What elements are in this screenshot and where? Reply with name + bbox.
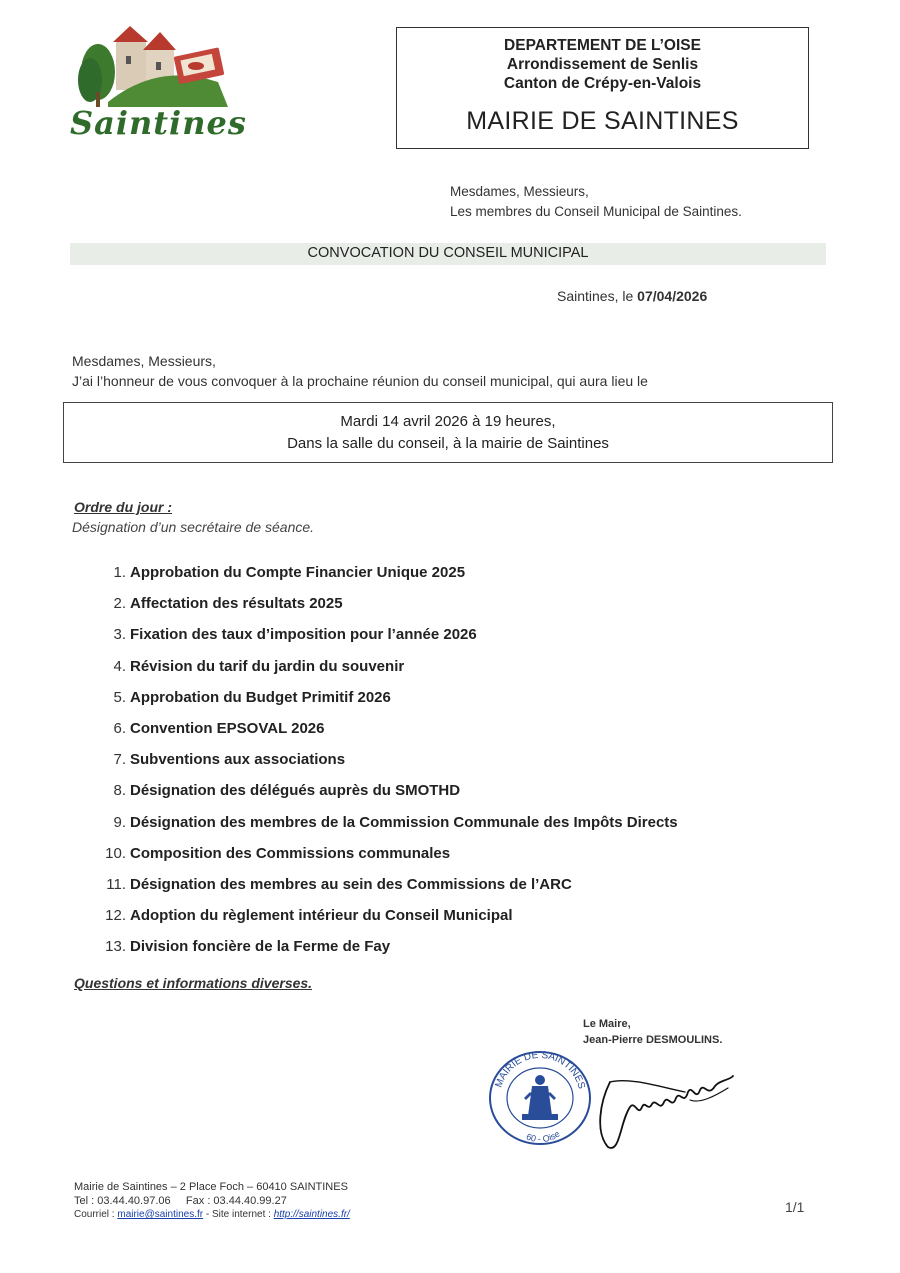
convocation-title: CONVOCATION DU CONSEIL MUNICIPAL (307, 245, 589, 261)
intro-text: J’ai l’honneur de vous convoquer à la prochaine réunion du conseil municipal, qui aura lieu le (72, 373, 648, 389)
footer-site-label: - Site internet : (203, 1209, 274, 1220)
meeting-box (63, 402, 833, 463)
footer-contact (74, 1208, 350, 1222)
meeting-date: Mardi 14 avril 2026 à 19 heures, (340, 413, 556, 430)
item-text: Adoption du règlement intérieur du Conseil Municipal (130, 907, 513, 925)
item-number: 8. (113, 782, 126, 800)
item-text: Fixation des taux d’imposition pour l’année 2026 (130, 626, 477, 644)
item-number: 9. (113, 813, 126, 831)
item-number: 11. (106, 875, 126, 893)
list-item (96, 838, 678, 869)
castle-trees-logo-icon (68, 22, 243, 112)
dateline-prefix: Saintines, le (557, 288, 638, 304)
footer-email-label: Courriel : (74, 1209, 118, 1220)
list-item (96, 775, 678, 806)
list-item (96, 682, 678, 713)
item-number: 7. (113, 751, 126, 769)
footer-tel: Tel : 03.44.40.97.06 (74, 1195, 171, 1207)
item-text: Subventions aux associations (130, 751, 346, 769)
agenda-list (96, 557, 678, 962)
list-item (96, 557, 678, 588)
recipients (450, 182, 742, 222)
list-item (96, 900, 678, 931)
item-text: Affectation des résultats 2025 (130, 595, 343, 613)
item-number: 13. (105, 938, 126, 956)
header-title: MAIRIE DE SAINTINES (466, 107, 739, 135)
footer-email-link[interactable]: mairie@saintines.fr (117, 1209, 204, 1220)
item-number: 5. (113, 688, 126, 706)
item-text: Division foncière de la Ferme de Fay (130, 938, 391, 956)
footer-site-link[interactable]: http://saintines.fr/ (273, 1209, 350, 1220)
signature-block (583, 1016, 722, 1048)
header-canton: Canton de Crépy-en-Valois (503, 75, 702, 92)
recipients-members: Les membres du Conseil Municipal de Saintines. (450, 204, 742, 219)
svg-text:MAIRIE DE SAINTINES: MAIRIE DE SAINTINES (493, 1049, 587, 1091)
list-item (96, 807, 678, 838)
item-text: Révision du tarif du jardin du souvenir (130, 657, 405, 675)
footer-phones (74, 1194, 350, 1208)
list-item (96, 651, 678, 682)
item-text: Approbation du Budget Primitif 2026 (130, 688, 391, 706)
list-item (96, 744, 678, 775)
recipients-greeting: Mesdames, Messieurs, (450, 184, 589, 199)
item-number: 3. (113, 626, 126, 644)
header-box (396, 27, 809, 149)
logo-wordmark: Saintines (70, 104, 247, 142)
dateline (557, 288, 707, 304)
item-text: Désignation des membres de la Commission Communale des Impôts Directs (130, 813, 678, 831)
page-number: 1/1 (785, 1199, 805, 1215)
mayor-signature (590, 1062, 735, 1154)
item-number: 2. (113, 595, 126, 613)
item-text: Approbation du Compte Financier Unique 2025 (130, 564, 466, 582)
town-seal-stamp (486, 1046, 594, 1146)
header-department: DEPARTEMENT DE L’OISE (504, 37, 701, 54)
svg-text:60 - Oise: 60 - Oise (524, 1128, 562, 1145)
item-number: 12. (105, 907, 126, 925)
agenda-subtitle: Désignation d’un secrétaire de séance. (72, 519, 315, 535)
meeting-location: Dans la salle du conseil, à la mairie de Saintines (287, 435, 609, 452)
list-item (96, 869, 678, 900)
agenda-title: Ordre du jour : (74, 499, 172, 515)
header-arrondissement: Arrondissement de Senlis (506, 56, 699, 73)
item-number: 1. (113, 564, 126, 582)
mayor-name: Jean-Pierre DESMOULINS. (583, 1034, 723, 1046)
item-text: Désignation des délégués auprès du SMOTHD (130, 782, 461, 800)
list-item (96, 619, 678, 650)
saintines-logo (68, 22, 247, 152)
footer-address: Mairie de Saintines – 2 Place Foch – 60410 SAINTINES (74, 1181, 348, 1193)
intro (72, 351, 648, 391)
footer (74, 1180, 350, 1222)
list-item (96, 588, 678, 619)
item-text: Convention EPSOVAL 2026 (130, 720, 325, 738)
item-text: Composition des Commissions communales (130, 844, 451, 862)
item-number: 4. (113, 657, 126, 675)
dateline-date: 07/04/2026 (637, 288, 708, 304)
questions-diverses: Questions et informations diverses. (74, 975, 313, 991)
footer-fax: Fax : 03.44.40.99.27 (185, 1195, 287, 1207)
item-text: Désignation des membres au sein des Commissions de l’ARC (130, 875, 572, 893)
list-item (96, 931, 678, 962)
item-number: 6. (113, 720, 126, 738)
item-number: 10. (105, 844, 126, 862)
intro-greeting: Mesdames, Messieurs, (72, 353, 216, 369)
mayor-role: Le Maire, (583, 1018, 631, 1030)
list-item (96, 713, 678, 744)
